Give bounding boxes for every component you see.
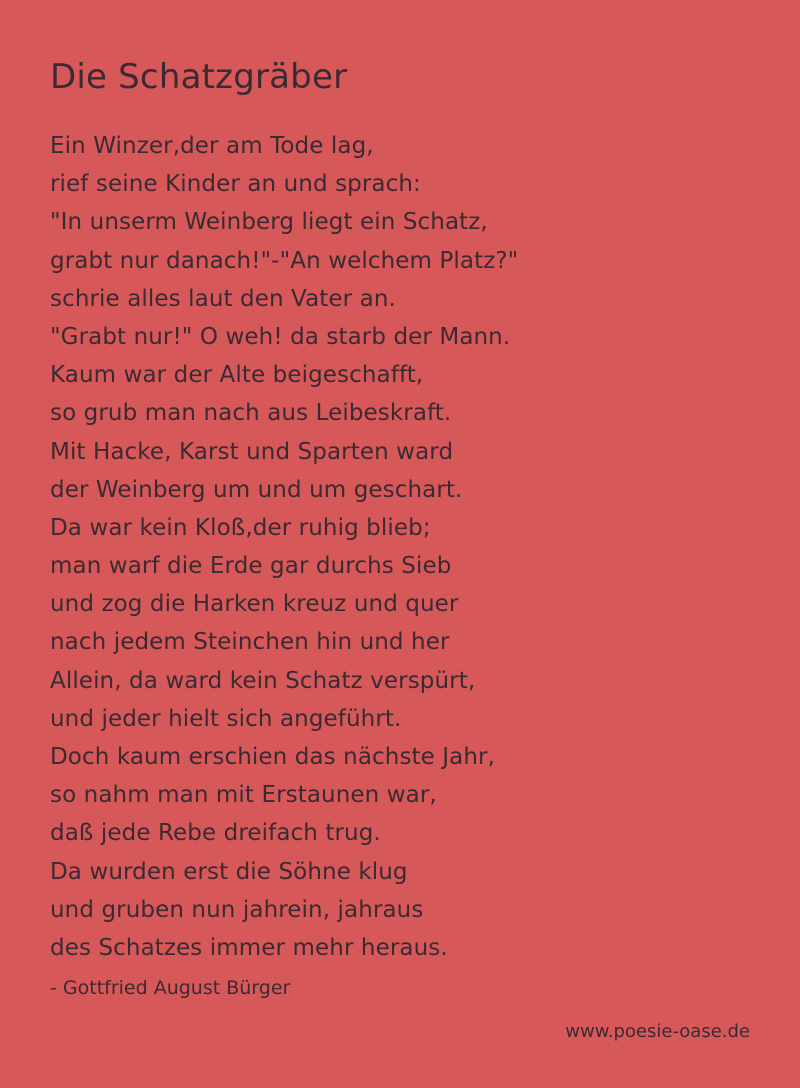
poem-line: Doch kaum erschien das nächste Jahr, (50, 744, 496, 770)
poem-line: und gruben nun jahrein, jahraus (50, 896, 424, 923)
poem-line: daß jede Rebe dreifach trug. (50, 820, 381, 847)
website-credit: www.poesie-oase.de (565, 1021, 750, 1042)
poem-line: Allein, da ward kein Schatz verspürt, (50, 667, 476, 694)
poem-line: und jeder hielt sich angeführt. (50, 705, 402, 732)
poem-author: - Gottfried August Bürger (50, 977, 291, 999)
poem-line: man warf die Erde gar durchs Sieb (50, 553, 452, 580)
poem-line: des Schatzes immer mehr heraus. (50, 934, 448, 961)
poem-line: der Weinberg um und um geschart. (50, 476, 463, 503)
poem-line: so nahm man mit Erstaunen war, (50, 782, 437, 809)
poem-line: grabt nur danach!"-"An welchem Platz?" (50, 247, 519, 274)
poem-line: so grub man nach aus Leibeskraft. (50, 400, 452, 427)
poem-line: Ein Winzer,der am Tode lag, (50, 133, 374, 159)
poem-line: und zog die Harken kreuz und quer (50, 591, 459, 618)
poem-line: schrie alles laut den Vater an. (50, 285, 396, 312)
poem-line: Da wurden erst die Söhne klug (50, 858, 408, 885)
poem-title: Die Schatzgräber (50, 57, 348, 97)
poem-line: "In unserm Weinberg liegt ein Schatz, (50, 209, 488, 236)
poem-line: "Grabt nur!" O weh! da starb der Mann. (50, 323, 511, 350)
poem-line: nach jedem Steinchen hin und her (50, 629, 450, 656)
poem-line: Mit Hacke, Karst und Sparten ward (50, 438, 454, 465)
poem-line: Da war kein Kloß,der ruhig blieb; (50, 514, 431, 541)
poem-line: Kaum war der Alte beigeschafft, (50, 362, 424, 389)
poem-line: rief seine Kinder an und sprach: (50, 171, 421, 198)
poem-body (50, 127, 518, 967)
